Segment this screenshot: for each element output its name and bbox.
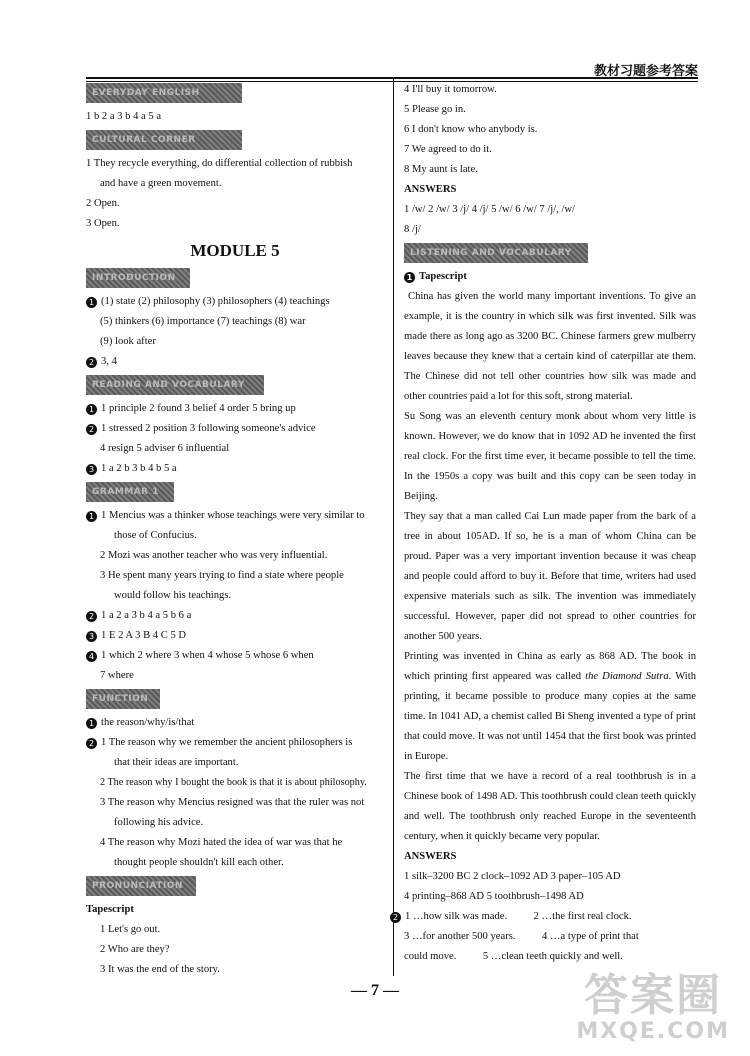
text-line: could move. 5 …clean teeth quickly and well. xyxy=(404,951,623,962)
text-line: 6 I don't know who anybody is. xyxy=(404,124,538,135)
watermark-url: MXQE.COM xyxy=(576,1019,730,1044)
text-line: and have a green movement. xyxy=(100,178,222,189)
text-line: 3 He spent many years trying to find a state where people xyxy=(100,570,344,581)
paragraph-toothbrush: The first time that we have a record of a real toothbrush is in a Chinese book of 1498 AD. This toothbrush could clean teeth quickly and well. The toothbrush only reached Europe in the seventeenth century, when it quickly became very popular. xyxy=(404,771,696,842)
text-line: 4 printing–868 AD 5 toothbrush–1498 AD xyxy=(404,891,584,902)
section-bar-cultural-corner: CULTURAL CORNER xyxy=(86,130,242,150)
text-line: 3 Open. xyxy=(86,218,120,229)
text-line: 1 The reason why we remember the ancient philosophers is xyxy=(101,737,353,748)
number-bullet: 2 xyxy=(86,424,97,435)
text-line: 4 The reason why Mozi hated the idea of war was that he xyxy=(100,837,343,848)
text-line: 4 resign 5 adviser 6 influential xyxy=(100,443,230,454)
text-line: 2 Mozi was another teacher who was very influential. xyxy=(100,550,328,561)
number-bullet: 2 xyxy=(86,357,97,368)
module-heading: MODULE 5 xyxy=(190,241,280,260)
text-line: thought people shouldn't kill each other. xyxy=(114,857,284,868)
text-line: 5 Please go in. xyxy=(404,104,466,115)
watermark-logo xyxy=(576,972,730,1044)
column-divider xyxy=(393,77,394,976)
text-line: 1 silk–3200 BC 2 clock–1092 AD 3 paper–105 AD xyxy=(404,871,621,882)
paragraph-printing xyxy=(404,647,696,767)
paragraph-paper: They say that a man called Cai Lun made paper from the bark of a tree in about 105AD. If so, he is a man of whom China can be proud. Paper was a very important invention because it was cheap and people could afford to buy it. Before that time, writers had used expensive materials such as silk. The invention was immediately successful. However, paper did not spread to other countries for another 500 years. xyxy=(404,511,696,642)
text-line: 1 which 2 where 3 when 4 whose 5 whose 6 when xyxy=(101,650,314,661)
number-bullet: 1 xyxy=(86,511,97,522)
section-bar-pronunciation: PRONUNCIATION xyxy=(86,876,196,896)
section-bar-function: FUNCTION xyxy=(86,689,160,709)
text-line: (1) state (2) philosophy (3) philosophers (4) teachings xyxy=(101,296,330,307)
text-line: the reason/why/is/that xyxy=(101,717,195,728)
watermark-text: 答案圈 xyxy=(584,970,723,1021)
text-line: 8 My aunt is late. xyxy=(404,164,478,175)
text-line: 1 b 2 a 3 b 4 a 5 a xyxy=(86,111,162,122)
section-bar-listening-vocabulary: LISTENING AND VOCABULARY xyxy=(404,243,588,263)
left-column xyxy=(86,80,384,980)
number-bullet: 1 xyxy=(86,718,97,729)
text-line: would follow his teachings. xyxy=(114,590,232,601)
text-line: 1 principle 2 found 3 belief 4 order 5 bring up xyxy=(101,403,296,414)
number-bullet: 2 xyxy=(86,611,97,622)
text-line: 1 E 2 A 3 B 4 C 5 D xyxy=(101,630,187,641)
header-rule xyxy=(86,77,698,79)
header-title: 教材习题参考答案 xyxy=(593,64,698,79)
text-line: 1 Let's go out. xyxy=(100,924,161,935)
number-bullet: 4 xyxy=(86,651,97,662)
number-bullet: 1 xyxy=(86,297,97,308)
text-line: 2 Open. xyxy=(86,198,120,209)
text-line: 2 Who are they? xyxy=(100,944,170,955)
text-line: 8 /j/ xyxy=(404,224,421,235)
text-line: (9) look after xyxy=(100,336,156,347)
answers-heading: ANSWERS xyxy=(404,184,457,195)
text-line: 2 The reason why I bought the book is that it is about philosophy. xyxy=(100,777,367,788)
text-line: 7 We agreed to do it. xyxy=(404,144,492,155)
section-bar-reading-vocabulary: READING AND VOCABULARY xyxy=(86,375,264,395)
text-line: 1 a 2 b 3 b 4 b 5 a xyxy=(101,463,177,474)
paragraph-silk: China has given the world many important inventions. To give an example, it is the country in which silk was first invented. Silk was made there as long ago as 3200 BC. Chinese farmers grew mulberry leaves because they knew that a certain kind of caterpillar ate them. The Chinese did not tell other countries how silk was made and other countries paid a lot for this soft, strong material. xyxy=(404,291,696,402)
text-line: (5) thinkers (6) importance (7) teachings (8) war xyxy=(100,316,306,327)
book-title: the Diamond Sutra xyxy=(585,671,669,682)
number-bullet: 1 xyxy=(404,272,415,283)
answers-heading: ANSWERS xyxy=(404,851,457,862)
number-bullet: 2 xyxy=(86,738,97,749)
text-line: 1 Mencius was a thinker whose teachings were very similar to xyxy=(101,510,365,521)
text-line: 7 where xyxy=(100,670,134,681)
text-line: those of Confucius. xyxy=(114,530,197,541)
text-line: 3 …for another 500 years. 4 …a type of print that xyxy=(404,931,639,942)
page-number: — 7 — xyxy=(351,982,399,999)
subheading: Tapescript xyxy=(419,271,467,282)
text-line: 1 stressed 2 position 3 following someone's advice xyxy=(101,423,316,434)
text-line: 3 The reason why Mencius resigned was that the ruler was not xyxy=(100,797,365,808)
section-bar-introduction: INTRODUCTION xyxy=(86,268,190,288)
text-line: that their ideas are important. xyxy=(114,757,239,768)
number-bullet: 2 xyxy=(390,912,401,923)
text-line: 3 It was the end of the story. xyxy=(100,964,220,975)
text-line: 1 …how silk was made. 2 …the first real clock. xyxy=(405,911,632,922)
paragraph-clock: Su Song was an eleventh century monk about whom very little is known. However, we do know that in 1092 AD he invented the first real clock. For the first time ever, it became possible to tell the time. In the 1950s a copy was built and this copy can be seen today in Beijing. xyxy=(404,411,696,502)
section-bar-everyday-english: EVERYDAY ENGLISH xyxy=(86,83,242,103)
number-bullet: 3 xyxy=(86,464,97,475)
text-line: 4 I'll buy it tomorrow. xyxy=(404,84,497,95)
number-bullet: 1 xyxy=(86,404,97,415)
text-span: Printing was invented in China as early as 868 AD. The book in which printing first appeared was called xyxy=(404,651,696,682)
text-line: 1 a 2 a 3 b 4 a 5 b 6 a xyxy=(101,610,192,621)
subheading: Tapescript xyxy=(86,904,134,915)
right-column xyxy=(392,80,696,967)
number-bullet: 3 xyxy=(86,631,97,642)
text-span: . With printing, it became possible to produce many copies at the same time. In 1041 AD, a chemist called Bi Sheng invented a type of print that could move. It was not until 1454 that the first book was printed in Europe. xyxy=(404,671,696,762)
section-bar-grammar-1: GRAMMAR 1 xyxy=(86,482,174,502)
text-line: 1 They recycle everything, do differential collection of rubbish xyxy=(86,158,353,169)
text-line: following his advice. xyxy=(114,817,204,828)
text-line: 3, 4 xyxy=(101,356,117,367)
text-line: 1 /w/ 2 /w/ 3 /j/ 4 /j/ 5 /w/ 6 /w/ 7 /j/, /w/ xyxy=(404,204,575,215)
